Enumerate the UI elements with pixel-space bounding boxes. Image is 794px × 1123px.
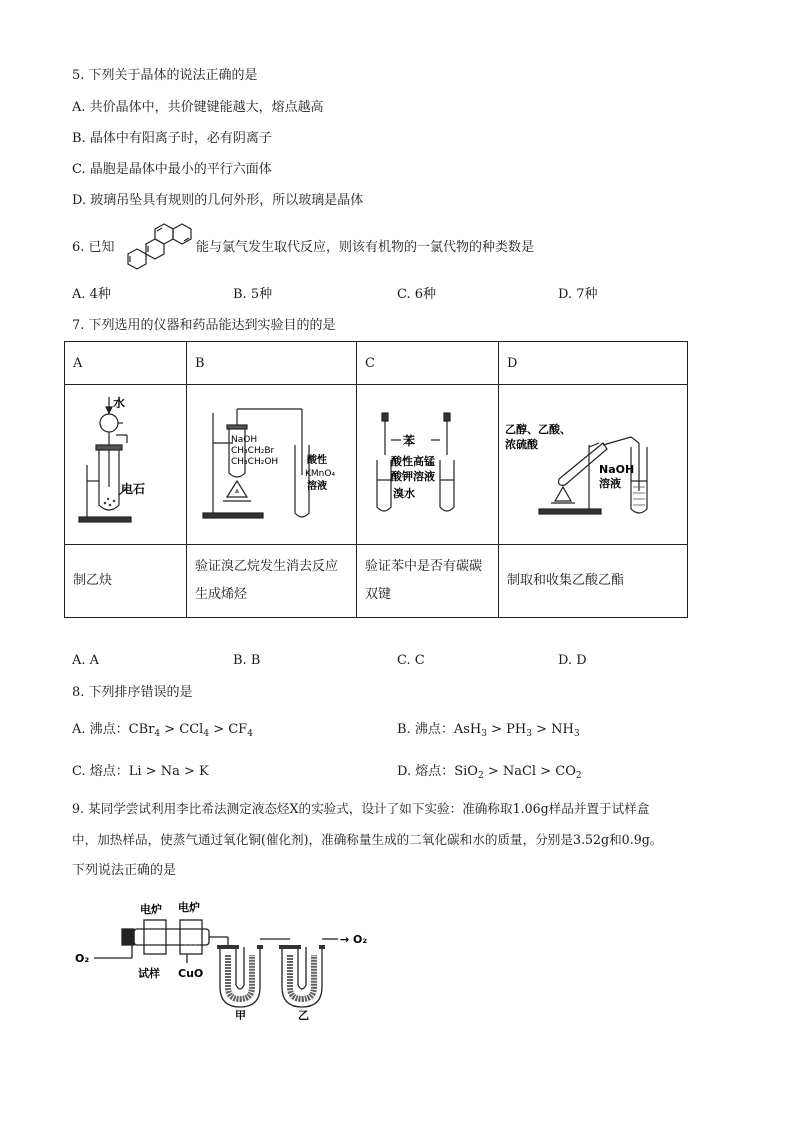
q7-table [64,341,688,618]
q9-fig-tube-yi: 乙 [298,1009,309,1020]
q7-option-c: C. C [397,653,425,668]
q7-figure-b-cell [187,385,357,545]
q7-option-a: A. A [72,653,100,668]
q7-header-a: A [65,342,187,385]
fig-d-reagents-label-1: 乙醇、乙酸、 [505,423,571,436]
q8-option-c: C. 熔点：Li > Na > K [72,764,209,779]
q7-option-b: B. B [233,653,261,668]
q6-option-c: C. 6种 [397,287,437,302]
q5-option-a: A. 共价晶体中，共价键键能越大，熔点越高 [72,100,324,115]
q7-purpose-a: 制乙炔 [65,545,187,618]
q6-option-d: D. 7种 [558,287,598,302]
q9-text-line1: 9. 某同学尝试利用李比希法测定液态烃X的实验式，设计了如下实验：准确称取1.06g样品并置于试样盒 [72,801,650,816]
acetylene-apparatus-figure [65,385,185,540]
q7-header-d: D [499,342,688,385]
fig-b-naoh-label: NaOH [231,435,258,445]
q8-option-a: A. 沸点：$CBr_4 > CCl_4 > CF_4$ [72,722,253,739]
fig-d-reagents-label-2: 浓硫酸 [505,438,538,451]
q8-option-d: D. 熔点：SiO$_2$ > NaCl > $CO_2$ [397,764,582,781]
q5-option-c: C. 晶胞是晶体中最小的平行六面体 [72,162,272,177]
q7-purpose-d: 制取和收集乙酸乙酯 [499,545,688,618]
fig-d-solution-label: 溶液 [599,477,621,490]
fig-c-bromine-water-label: 溴水 [393,487,415,500]
q5-option-d: D. 玻璃吊坠具有规则的几何外形，所以玻璃是晶体 [72,193,364,208]
fig-b-acidic-label: 酸性 [307,455,327,466]
q9-fig-sample: 试样 [138,967,160,980]
q9-text-line3: 下列说法正确的是 [72,863,177,878]
q7-figure-d-cell [499,385,688,545]
q6-prefix: 6. 已知 [72,240,115,255]
q7-header-b: B [187,342,357,385]
fig-b-solution-label: 溶液 [307,481,327,492]
fig-b-kmno4-label: KMnO₄ [305,469,336,479]
q7-figure-c-cell [357,385,499,545]
q7-header-c: C [357,342,499,385]
fig-a-carbide-label: 电石 [121,482,146,496]
fig-c-kmno4-label-2: 酸钾溶液 [391,470,435,483]
q6-option-b: B. 5种 [233,287,273,302]
q9-fig-furnace2: 电炉 [178,901,200,914]
phenanthrene-structure [124,221,196,273]
elimination-apparatus-figure [187,385,357,540]
fig-c-kmno4-label-1: 酸性高锰 [391,455,435,468]
q6-option-a: A. 4种 [72,287,111,302]
fig-b-bromoethane-label: CH₃CH₂Br [231,446,275,456]
q6-suffix: 能与氯气发生取代反应，则该有机物的一氯代物的种类数是 [196,240,535,255]
benzene-test-figure [357,385,499,540]
q9-fig-o2-in: O₂ [75,952,90,965]
q5-option-b: B. 晶体中有阳离子时，必有阴离子 [72,131,272,146]
fig-a-water-label: 水 [113,396,126,410]
q9-fig-tube-jia: 甲 [235,1009,246,1020]
q8-option-b: B. 沸点：$AsH_3 > PH_3 > NH_3$ [397,722,580,739]
fig-b-ethanol-label: CH₃CH₂OH [231,457,279,467]
ester-apparatus-figure [499,385,688,540]
fig-c-benzene-label: 苯 [403,434,416,448]
q9-fig-o2-out: → O₂ [340,933,368,946]
q9-text-line2: 中，加热样品，使蒸气通过氧化铜(催化剂)，准确称量生成的二氧化碳和水的质量，分别是3.52g和0.9g。 [72,832,663,847]
q5-stem: 5. 下列关于晶体的说法正确的是 [72,68,258,83]
q7-purpose-c: 验证苯中是否有碳碳 双键 [357,545,499,618]
q7-option-d: D. D [558,653,587,668]
q9-fig-cuo: CuO [178,967,204,980]
q9-fig-furnace1: 电炉 [140,903,162,916]
fig-d-naoh-label: NaOH [599,463,635,476]
liebig-apparatus-figure [72,895,372,1020]
q7-figure-a-cell [65,385,187,545]
q7-stem: 7. 下列选用的仪器和药品能达到实验目的的是 [72,318,336,333]
q7-purpose-b: 验证溴乙烷发生消去反应 生成烯烃 [187,545,357,618]
q8-stem: 8. 下列排序错误的是 [72,685,193,700]
